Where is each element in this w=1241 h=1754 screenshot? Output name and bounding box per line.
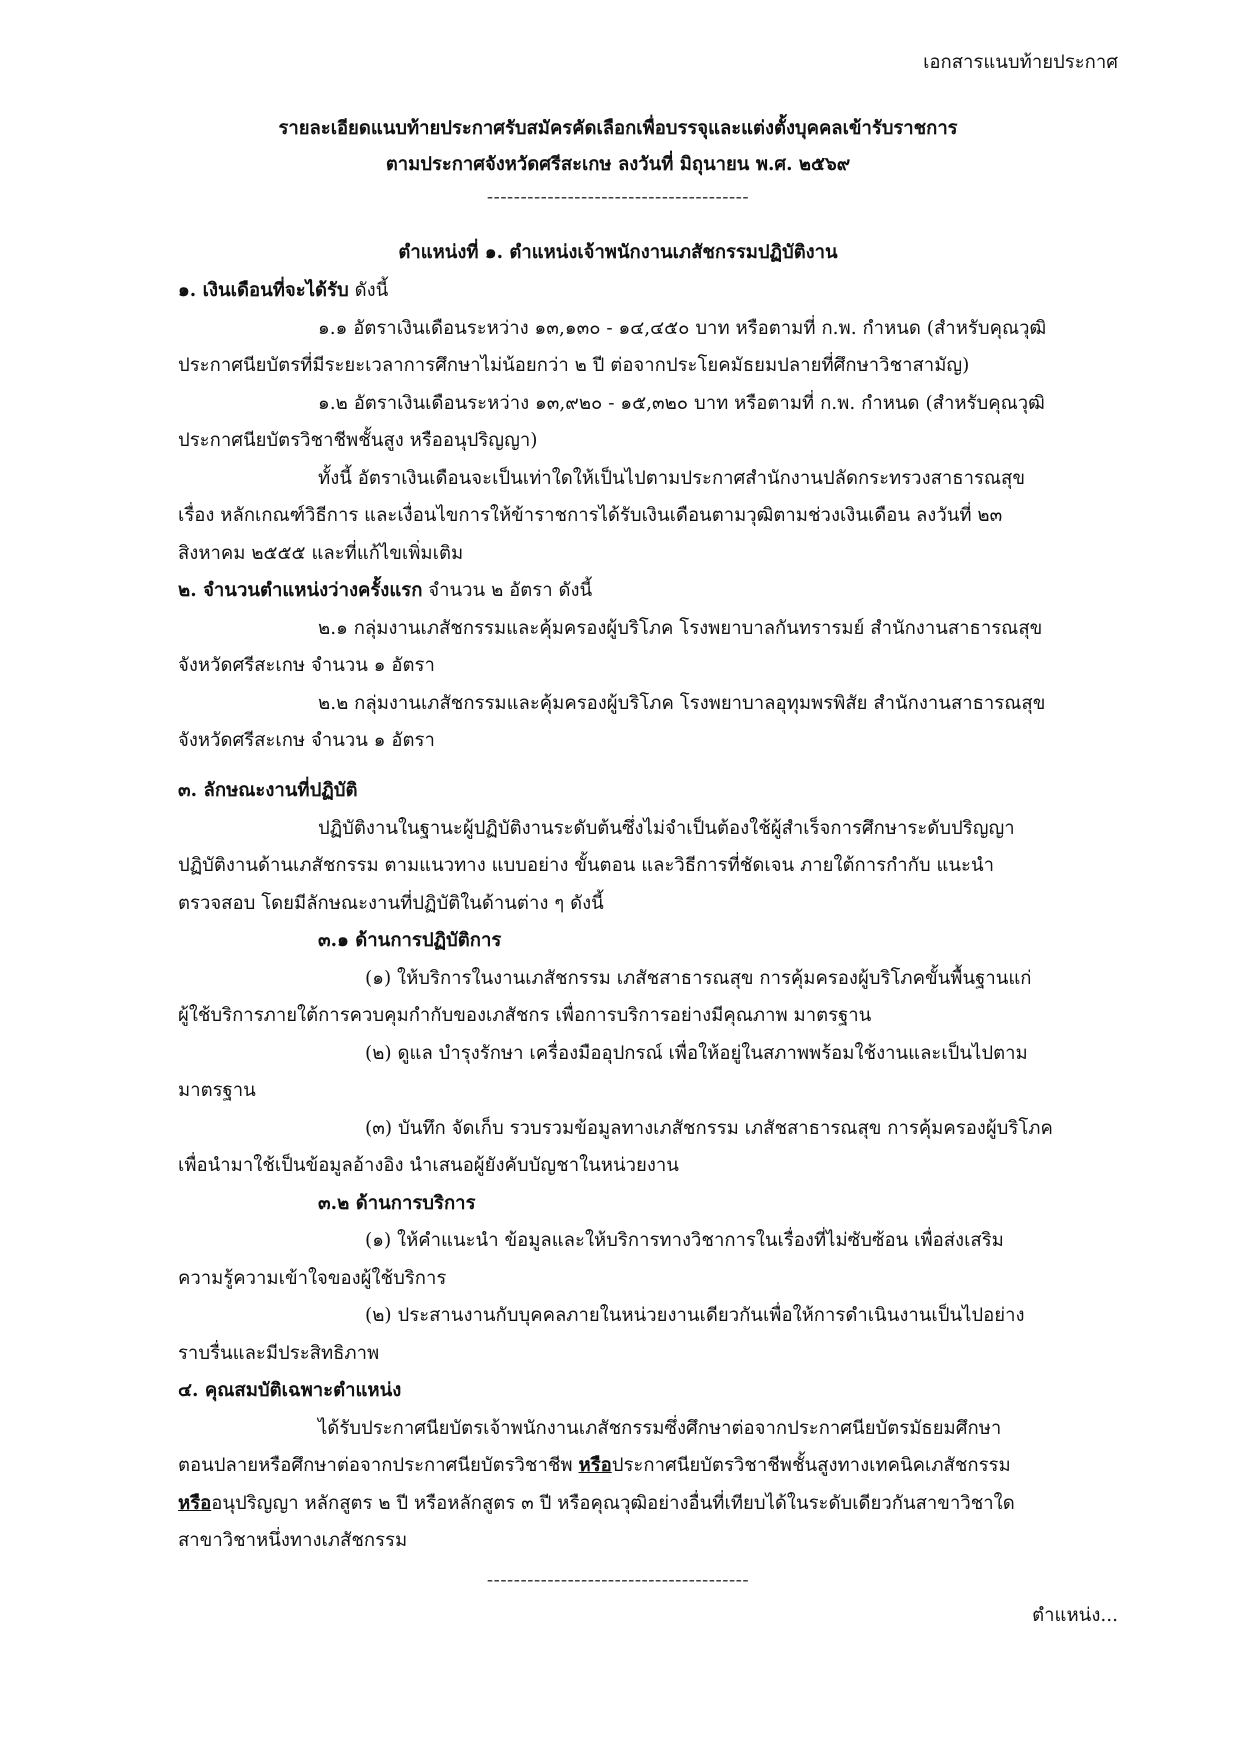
section-4-line-1: ได้รับประกาศนียบัตรเจ้าพนักงานเภสัชกรรมซึ่งศึกษาต่อจากประกาศนียบัตรมัธยมศึกษา (318, 1418, 1002, 1439)
section-2-heading (178, 578, 592, 604)
section-1-title: ๑. เงินเดือนที่จะได้รับ (178, 280, 349, 301)
section-4-line-3 (178, 1491, 1015, 1517)
item-3-2-1-line-2: ความรู้ความเข้าใจของผู้ใช้บริการ (178, 1268, 447, 1289)
item-3-2-2-line-2: ราบรื่นและมีประสิทธิภาพ (178, 1343, 380, 1364)
title-line-2: ตามประกาศจังหวัดศรีสะเกษ ลงวันที่ มิถุนายน พ.ศ. ๒๕๖๙ (385, 154, 851, 175)
paragraph-1-1-line-2: ประกาศนียบัตรที่มีระยะเวลาการศึกษาไม่น้อยกว่า ๒ ปี ต่อจากประโยคมัธยมปลายที่ศึกษาวิชาสามัญ) (178, 355, 970, 376)
section-2-suffix: จำนวน ๒ อัตรา ดังนี้ (422, 580, 593, 601)
paragraph-2-1-line-2: จังหวัดศรีสะเกษ จำนวน ๑ อัตรา (178, 655, 435, 676)
paragraph-2-1-line-1: ๒.๑ กลุ่มงานเภสัชกรรมและคุ้มครองผู้บริโภค โรงพยาบาลกันทรารมย์ สำนักงานสาธารณสุข (318, 618, 1043, 639)
item-3-1-1-line-2: ผู้ใช้บริการภายใต้การควบคุมกำกับของเภสัชกร เพื่อการบริการอย่างมีคุณภาพ มาตรฐาน (178, 1005, 872, 1026)
section-4-line-2-part-a: ตอนปลายหรือศึกษาต่อจากประกาศนียบัตรวิชาชีพ (178, 1455, 579, 1476)
paragraph-2-2-line-2: จังหวัดศรีสะเกษ จำนวน ๑ อัตรา (178, 730, 435, 751)
or-emphasis: หรือ (578, 1455, 612, 1476)
position-heading: ตำแหน่งที่ ๑. ตำแหน่งเจ้าพนักงานเภสัชกรรมปฏิบัติงาน (398, 242, 838, 263)
section-3-intro-line-2: ปฏิบัติงานด้านเภสัชกรรม ตามแนวทาง แบบอย่าง ขั้นตอน และวิธีการที่ชัดเจน ภายใต้การกำกับ แนะนำ (178, 855, 995, 876)
section-4-line-4: สาขาวิชาหนึ่งทางเภสัชกรรม (178, 1530, 408, 1551)
section-4-line-3-part-b: อนุปริญญา หลักสูตร ๒ ปี หรือหลักสูตร ๓ ปี หรือคุณวุฒิอย่างอื่นที่เทียบได้ในระดับเดียวกันสาขาวิชาใด (211, 1493, 1015, 1514)
paragraph-2-2-line-1: ๒.๒ กลุ่มงานเภสัชกรรมและคุ้มครองผู้บริโภค โรงพยาบาลอุทุมพรพิสัย สำนักงานสาธารณสุข (318, 693, 1046, 714)
section-3-heading: ๓. ลักษณะงานที่ปฏิบัติ (178, 780, 358, 801)
paragraph-1-1-line-1: ๑.๑ อัตราเงินเดือนระหว่าง ๑๓,๑๓๐ - ๑๔,๔๕๐ บาท หรือตามที่ ก.พ. กำหนด (สำหรับคุณวุฒิ (318, 318, 1047, 339)
item-3-1-3-line-2: เพื่อนำมาใช้เป็นข้อมูลอ้างอิง นำเสนอผู้ยังคับบัญชาในหน่วยงาน (178, 1155, 679, 1176)
subsection-3-1-heading: ๓.๑ ด้านการปฏิบัติการ (318, 930, 502, 951)
subsection-3-2-heading: ๓.๒ ด้านการบริการ (318, 1193, 476, 1214)
note-line-3: สิงหาคม ๒๕๕๕ และที่แก้ไขเพิ่มเติม (178, 543, 464, 564)
item-3-1-2-line-2: มาตรฐาน (178, 1080, 256, 1101)
section-1-heading (178, 278, 388, 304)
paragraph-1-2-line-1: ๑.๒ อัตราเงินเดือนระหว่าง ๑๓,๙๒๐ - ๑๕,๓๒๐ บาท หรือตามที่ ก.พ. กำหนด (สำหรับคุณวุฒิ (318, 393, 1045, 414)
section-4-heading: ๔. คุณสมบัติเฉพาะตำแหน่ง (178, 1380, 402, 1401)
section-1-suffix: ดังนี้ (348, 280, 389, 301)
continue-marker: ตำแหน่ง... (1032, 1605, 1118, 1626)
section-3-intro-line-1: ปฏิบัติงานในฐานะผู้ปฏิบัติงานระดับต้นซึ่งไม่จำเป็นต้องใช้ผู้สำเร็จการศึกษาระดับปริญญา (318, 818, 1015, 839)
note-line-2: เรื่อง หลักเกณฑ์วิธีการ และเงื่อนไขการให้ข้าราชการได้รับเงินเดือนตามวุฒิตามช่วงเงินเดือน ลงวันที่ ๒๓ (178, 505, 1003, 526)
section-3-intro-line-3: ตรวจสอบ โดยมีลักษณะงานที่ปฏิบัติในด้านต่าง ๆ ดังนี้ (178, 893, 604, 914)
section-2-title: ๒. จำนวนตำแหน่งว่างครั้งแรก (178, 580, 423, 601)
title-line-1: รายละเอียดแนบท้ายประกาศรับสมัครคัดเลือกเพื่อบรรจุและแต่งตั้งบุคคลเข้ารับราชการ (278, 118, 958, 139)
item-3-2-1-line-1: (๑) ให้คำแนะนำ ข้อมูลและให้บริการทางวิชาการในเรื่องที่ไม่ซับซ้อน เพื่อส่งเสริม (365, 1230, 1004, 1251)
divider-bottom: --------------------------------------- (486, 1570, 750, 1591)
note-line-1: ทั้งนี้ อัตราเงินเดือนจะเป็นเท่าใดให้เป็นไปตามประกาศสำนักงานปลัดกระทรวงสาธารณสุข (318, 468, 1025, 489)
divider-top: --------------------------------------- (486, 187, 750, 208)
section-4-line-2-part-b: ประกาศนียบัตรวิชาชีพชั้นสูงทางเทคนิคเภสัชกรรม (611, 1455, 1011, 1476)
or-emphasis: หรือ (178, 1493, 212, 1514)
item-3-1-2-line-1: (๒) ดูแล บำรุงรักษา เครื่องมืออุปกรณ์ เพื่อให้อยู่ในสภาพพร้อมใช้งานและเป็นไปตาม (365, 1043, 1028, 1064)
header-label: เอกสารแนบท้ายประกาศ (923, 52, 1118, 73)
item-3-1-1-line-1: (๑) ให้บริการในงานเภสัชกรรม เภสัชสาธารณสุข การคุ้มครองผู้บริโภคขั้นพื้นฐานแก่ (365, 968, 1032, 989)
section-4-line-2 (178, 1453, 1011, 1479)
item-3-2-2-line-1: (๒) ประสานงานกับบุคคลภายในหน่วยงานเดียวกันเพื่อให้การดำเนินงานเป็นไปอย่าง (365, 1305, 1025, 1326)
paragraph-1-2-line-2: ประกาศนียบัตรวิชาชีพชั้นสูง หรืออนุปริญญา) (178, 430, 538, 451)
item-3-1-3-line-1: (๓) บันทึก จัดเก็บ รวบรวมข้อมูลทางเภสัชกรรม เภสัชสาธารณสุข การคุ้มครองผู้บริโภค (365, 1118, 1053, 1139)
